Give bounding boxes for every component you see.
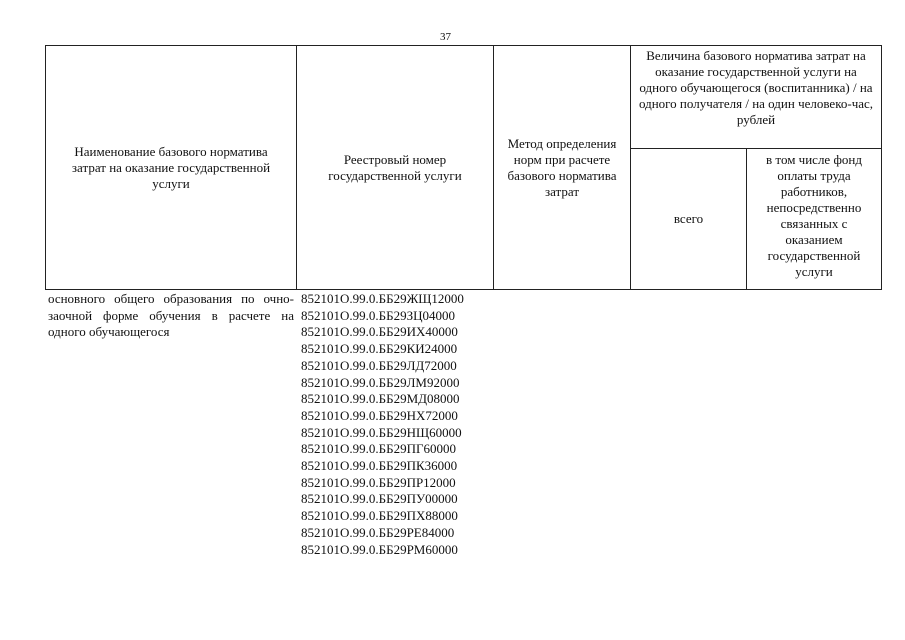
registry-code: 852101О.99.0.ББ29ПК36000	[301, 458, 458, 474]
registry-code: 852101О.99.0.ББ29РМ60000	[301, 541, 458, 557]
header-cell-payroll: в том числе фонд оплаты труда работников, непосредственно связанных с оказанием государственной услуги	[746, 148, 882, 290]
registry-code: 852101О.99.0.ББ29НЩ60000	[301, 424, 462, 440]
registry-code: 852101О.99.0.ББ29ЛМ92000	[301, 374, 460, 390]
header-cell-registry-number: Реестровый номер государственной услуги	[296, 45, 494, 290]
registry-code: 852101О.99.0.ББ29ПУ00000	[301, 491, 458, 507]
registry-code: 852101О.99.0.ББ29ЛД72000	[301, 357, 457, 373]
header-cell-method: Метод определения норм при расчете базового норматива затрат	[493, 45, 631, 290]
header-cell-total: всего	[630, 148, 747, 290]
registry-code-list	[301, 291, 464, 558]
service-name: основного общего образования по очно-заочной форме обучения в расчете на одного обучающегося	[48, 291, 294, 340]
registry-code: 852101О.99.0.ББ29ПГ60000	[301, 441, 456, 457]
registry-code: 852101О.99.0.ББ29МД08000	[301, 391, 460, 407]
registry-code: 852101О.99.0.ББ29РЕ84000	[301, 524, 455, 540]
page-number: 37	[440, 31, 451, 43]
table-header	[45, 45, 882, 290]
registry-code: 852101О.99.0.ББ29ИХ40000	[301, 324, 458, 340]
registry-code: 852101О.99.0.ББ29ЗЦ04000	[301, 307, 455, 323]
header-cell-name: Наименование базового норматива затрат на оказание государственной услуги	[45, 45, 297, 290]
registry-code: 852101О.99.0.ББ29ЖЩ12000	[301, 291, 464, 306]
registry-code: 852101О.99.0.ББ29ПХ88000	[301, 508, 458, 524]
registry-code: 852101О.99.0.ББ29ПР12000	[301, 474, 456, 490]
registry-code: 852101О.99.0.ББ29НХ72000	[301, 407, 458, 423]
header-cell-value: Величина базового норматива затрат на оказание государственной услуги на одного обучающегося (воспитанника) / на одного получателя / на один человеко-час, рублей	[630, 45, 882, 149]
registry-code: 852101О.99.0.ББ29КИ24000	[301, 341, 458, 357]
